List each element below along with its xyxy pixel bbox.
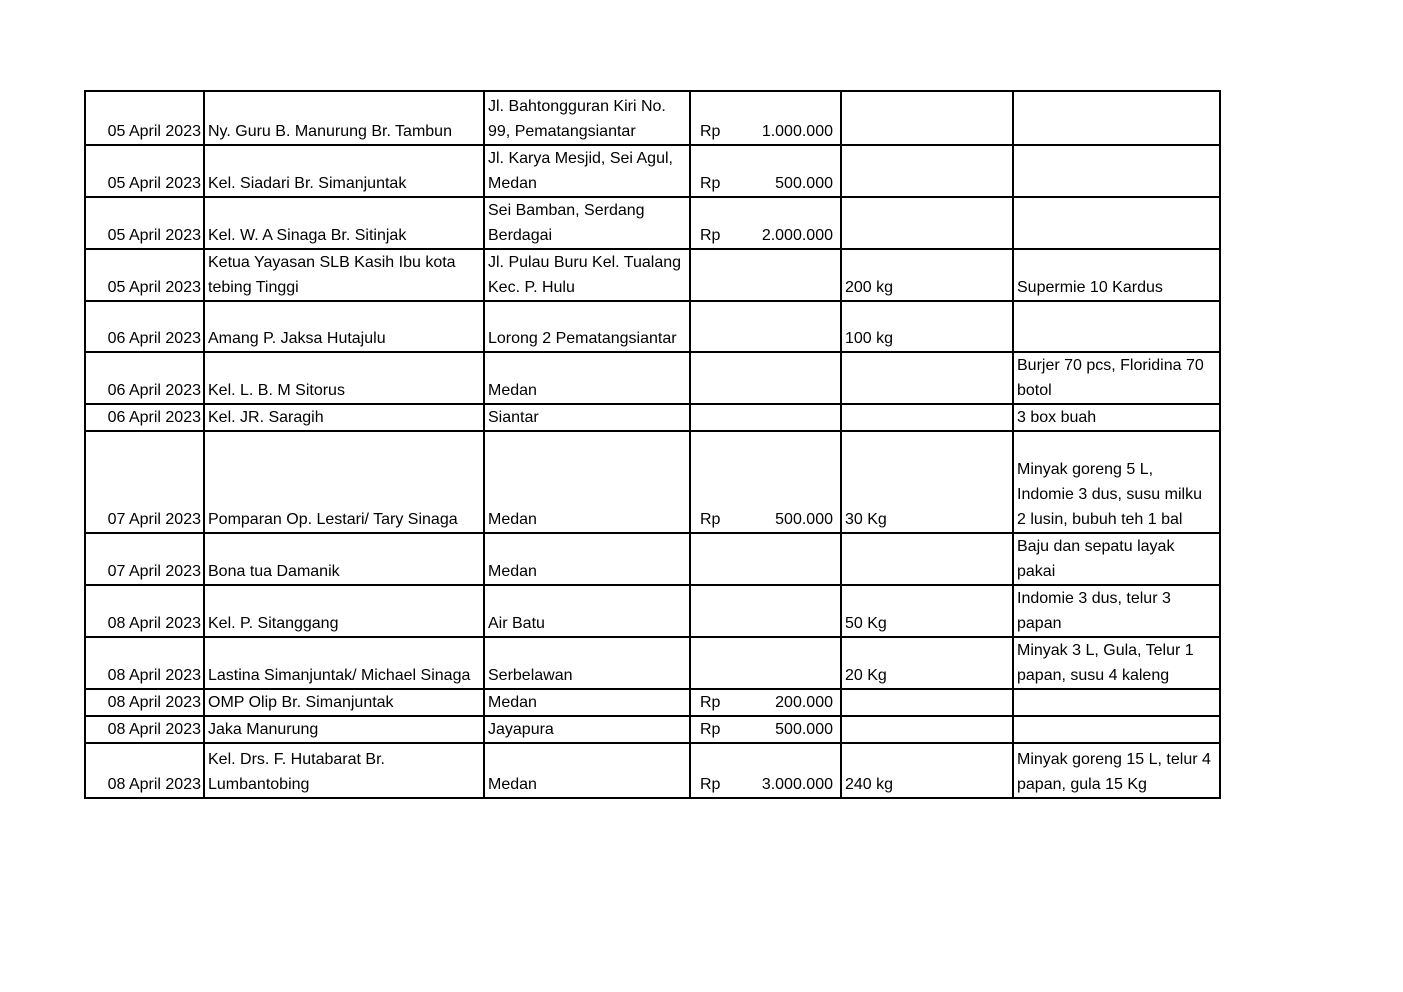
amount-value: 500.000 bbox=[775, 721, 833, 738]
weight-cell: 50 Kg bbox=[841, 585, 1013, 637]
name-cell bbox=[204, 585, 484, 637]
amount-cell bbox=[690, 404, 841, 431]
table-row bbox=[85, 197, 1220, 249]
weight-cell bbox=[841, 404, 1013, 431]
name-cell bbox=[204, 716, 484, 743]
date-cell: 06 April 2023 bbox=[85, 404, 204, 431]
address-line: Medan bbox=[488, 175, 537, 192]
goods-line: Minyak goreng 5 L, bbox=[1017, 461, 1154, 478]
date-cell: 05 April 2023 bbox=[85, 249, 204, 301]
name-cell bbox=[204, 197, 484, 249]
name-line: Kel. Siadari Br. Simanjuntak bbox=[208, 175, 407, 192]
name-cell bbox=[204, 533, 484, 585]
weight-cell: 200 kg bbox=[841, 249, 1013, 301]
weight-cell bbox=[841, 689, 1013, 716]
weight-cell bbox=[841, 352, 1013, 404]
name-line: Kel. Drs. F. Hutabarat Br. bbox=[208, 751, 385, 768]
amount-cell bbox=[690, 716, 841, 743]
table-row bbox=[85, 533, 1220, 585]
amount-value: 2.000.000 bbox=[761, 227, 833, 244]
weight-cell bbox=[841, 716, 1013, 743]
address-line: Serbelawan bbox=[488, 667, 573, 684]
goods-cell bbox=[1013, 91, 1220, 145]
amount-value: 1.000.000 bbox=[761, 123, 833, 140]
goods-line: botol bbox=[1017, 382, 1052, 399]
address-line: Jl. Karya Mesjid, Sei Agul, bbox=[488, 150, 673, 167]
address-cell bbox=[484, 197, 690, 249]
goods-line: Burjer 70 pcs, Floridina 70 bbox=[1017, 357, 1204, 374]
goods-cell bbox=[1013, 689, 1220, 716]
address-cell bbox=[484, 431, 690, 533]
weight-cell: 240 kg bbox=[841, 743, 1013, 798]
name-line: Ketua Yayasan SLB Kasih Ibu kota bbox=[208, 254, 456, 271]
goods-cell bbox=[1013, 743, 1220, 798]
goods-cell bbox=[1013, 585, 1220, 637]
amount-wrapper bbox=[700, 690, 833, 715]
address-cell bbox=[484, 404, 690, 431]
address-line: Air Batu bbox=[488, 615, 545, 632]
name-line: Ny. Guru B. Manurung Br. Tambun bbox=[208, 123, 452, 140]
table-row bbox=[85, 716, 1220, 743]
goods-line: Indomie 3 dus, susu milku bbox=[1017, 486, 1202, 503]
date-cell: 06 April 2023 bbox=[85, 301, 204, 352]
goods-cell bbox=[1013, 197, 1220, 249]
goods-line: Baju dan sepatu layak bbox=[1017, 538, 1175, 555]
table-row bbox=[85, 352, 1220, 404]
name-cell bbox=[204, 352, 484, 404]
date-cell: 07 April 2023 bbox=[85, 533, 204, 585]
address-line: Siantar bbox=[488, 409, 539, 426]
name-cell bbox=[204, 431, 484, 533]
date-cell: 05 April 2023 bbox=[85, 91, 204, 145]
name-cell bbox=[204, 249, 484, 301]
amount-cell bbox=[690, 585, 841, 637]
name-cell bbox=[204, 404, 484, 431]
date-cell: 05 April 2023 bbox=[85, 197, 204, 249]
goods-line: Minyak goreng 15 L, telur 4 bbox=[1017, 751, 1211, 768]
donation-table bbox=[84, 90, 1221, 799]
table-row bbox=[85, 431, 1220, 533]
address-cell bbox=[484, 743, 690, 798]
amount-value: 3.000.000 bbox=[761, 776, 833, 793]
name-line: Jaka Manurung bbox=[208, 721, 319, 738]
name-line: OMP Olip Br. Simanjuntak bbox=[208, 694, 394, 711]
amount-value: 500.000 bbox=[775, 511, 833, 528]
goods-cell bbox=[1013, 301, 1220, 352]
name-cell bbox=[204, 91, 484, 145]
name-line: Bona tua Damanik bbox=[208, 563, 340, 580]
name-line: tebing Tinggi bbox=[208, 279, 299, 296]
address-cell bbox=[484, 637, 690, 689]
address-line: Medan bbox=[488, 382, 537, 399]
goods-line: papan, gula 15 Kg bbox=[1017, 776, 1147, 793]
goods-line: papan bbox=[1017, 615, 1062, 632]
date-cell: 08 April 2023 bbox=[85, 689, 204, 716]
goods-line: 2 lusin, bubuh teh 1 bal bbox=[1017, 511, 1183, 528]
amount-wrapper bbox=[700, 119, 833, 144]
weight-cell bbox=[841, 91, 1013, 145]
weight-cell: 30 Kg bbox=[841, 431, 1013, 533]
address-line: Jl. Bahtongguran Kiri No. bbox=[488, 98, 666, 115]
amount-cell bbox=[690, 352, 841, 404]
amount-wrapper bbox=[700, 717, 833, 742]
table-row bbox=[85, 404, 1220, 431]
goods-cell bbox=[1013, 404, 1220, 431]
goods-cell bbox=[1013, 637, 1220, 689]
goods-cell bbox=[1013, 716, 1220, 743]
amount-cell bbox=[690, 431, 841, 533]
address-cell bbox=[484, 585, 690, 637]
currency-label: Rp bbox=[700, 123, 721, 140]
goods-line: Minyak 3 L, Gula, Telur 1 bbox=[1017, 642, 1194, 659]
address-line: Berdagai bbox=[488, 227, 553, 244]
table-row bbox=[85, 301, 1220, 352]
currency-label: Rp bbox=[700, 175, 721, 192]
address-cell bbox=[484, 689, 690, 716]
name-line: Kel. L. B. M Sitorus bbox=[208, 382, 345, 399]
address-line: Kec. P. Hulu bbox=[488, 279, 575, 296]
amount-value: 500.000 bbox=[775, 175, 833, 192]
address-cell bbox=[484, 301, 690, 352]
amount-cell bbox=[690, 301, 841, 352]
amount-cell bbox=[690, 533, 841, 585]
date-cell: 07 April 2023 bbox=[85, 431, 204, 533]
name-cell bbox=[204, 301, 484, 352]
date-cell: 05 April 2023 bbox=[85, 145, 204, 197]
name-cell bbox=[204, 145, 484, 197]
amount-cell bbox=[690, 91, 841, 145]
weight-cell: 100 kg bbox=[841, 301, 1013, 352]
goods-line: Supermie 10 Kardus bbox=[1017, 279, 1163, 296]
amount-cell bbox=[690, 689, 841, 716]
name-line: Amang P. Jaksa Hutajulu bbox=[208, 330, 386, 347]
table-row bbox=[85, 689, 1220, 716]
amount-wrapper bbox=[700, 507, 833, 532]
amount-cell bbox=[690, 197, 841, 249]
weight-cell: 20 Kg bbox=[841, 637, 1013, 689]
currency-label: Rp bbox=[700, 227, 721, 244]
table-row bbox=[85, 637, 1220, 689]
table-row bbox=[85, 743, 1220, 798]
address-cell bbox=[484, 249, 690, 301]
weight-cell bbox=[841, 145, 1013, 197]
amount-cell bbox=[690, 249, 841, 301]
amount-wrapper bbox=[700, 772, 833, 797]
date-cell: 06 April 2023 bbox=[85, 352, 204, 404]
address-line: Medan bbox=[488, 511, 537, 528]
address-cell bbox=[484, 533, 690, 585]
currency-label: Rp bbox=[700, 694, 721, 711]
address-line: Medan bbox=[488, 694, 537, 711]
date-cell: 08 April 2023 bbox=[85, 585, 204, 637]
goods-cell bbox=[1013, 145, 1220, 197]
table-row bbox=[85, 145, 1220, 197]
donation-table-body bbox=[85, 91, 1220, 798]
address-line: Medan bbox=[488, 563, 537, 580]
address-line: Sei Bamban, Serdang bbox=[488, 202, 645, 219]
address-cell bbox=[484, 91, 690, 145]
currency-label: Rp bbox=[700, 721, 721, 738]
name-line: Kel. P. Sitanggang bbox=[208, 615, 339, 632]
goods-cell bbox=[1013, 352, 1220, 404]
address-line: Medan bbox=[488, 776, 537, 793]
name-line: Pomparan Op. Lestari/ Tary Sinaga bbox=[208, 511, 458, 528]
name-line: Lumbantobing bbox=[208, 776, 310, 793]
amount-wrapper bbox=[700, 171, 833, 196]
currency-label: Rp bbox=[700, 776, 721, 793]
amount-value: 200.000 bbox=[775, 694, 833, 711]
name-cell bbox=[204, 743, 484, 798]
goods-cell bbox=[1013, 431, 1220, 533]
goods-line: papan, susu 4 kaleng bbox=[1017, 667, 1170, 684]
table-row bbox=[85, 585, 1220, 637]
date-cell: 08 April 2023 bbox=[85, 743, 204, 798]
address-cell bbox=[484, 352, 690, 404]
amount-cell bbox=[690, 637, 841, 689]
goods-line: pakai bbox=[1017, 563, 1056, 580]
amount-cell bbox=[690, 145, 841, 197]
address-line: Jl. Pulau Buru Kel. Tualang bbox=[488, 254, 682, 271]
goods-cell bbox=[1013, 533, 1220, 585]
table-row bbox=[85, 249, 1220, 301]
date-cell: 08 April 2023 bbox=[85, 637, 204, 689]
name-cell bbox=[204, 689, 484, 716]
amount-wrapper bbox=[700, 223, 833, 248]
currency-label: Rp bbox=[700, 511, 721, 528]
address-line: Lorong 2 Pematangsiantar bbox=[488, 330, 677, 347]
goods-line: 3 box buah bbox=[1017, 409, 1097, 426]
name-line: Kel. W. A Sinaga Br. Sitinjak bbox=[208, 227, 407, 244]
address-cell bbox=[484, 145, 690, 197]
goods-line: Indomie 3 dus, telur 3 bbox=[1017, 590, 1171, 607]
name-line: Lastina Simanjuntak/ Michael Sinaga bbox=[208, 667, 471, 684]
address-line: Jayapura bbox=[488, 721, 554, 738]
address-line: 99, Pematangsiantar bbox=[488, 123, 636, 140]
address-cell bbox=[484, 716, 690, 743]
amount-cell bbox=[690, 743, 841, 798]
name-line: Kel. JR. Saragih bbox=[208, 409, 324, 426]
goods-cell bbox=[1013, 249, 1220, 301]
date-cell: 08 April 2023 bbox=[85, 716, 204, 743]
weight-cell bbox=[841, 533, 1013, 585]
name-cell bbox=[204, 637, 484, 689]
table-row bbox=[85, 91, 1220, 145]
weight-cell bbox=[841, 197, 1013, 249]
